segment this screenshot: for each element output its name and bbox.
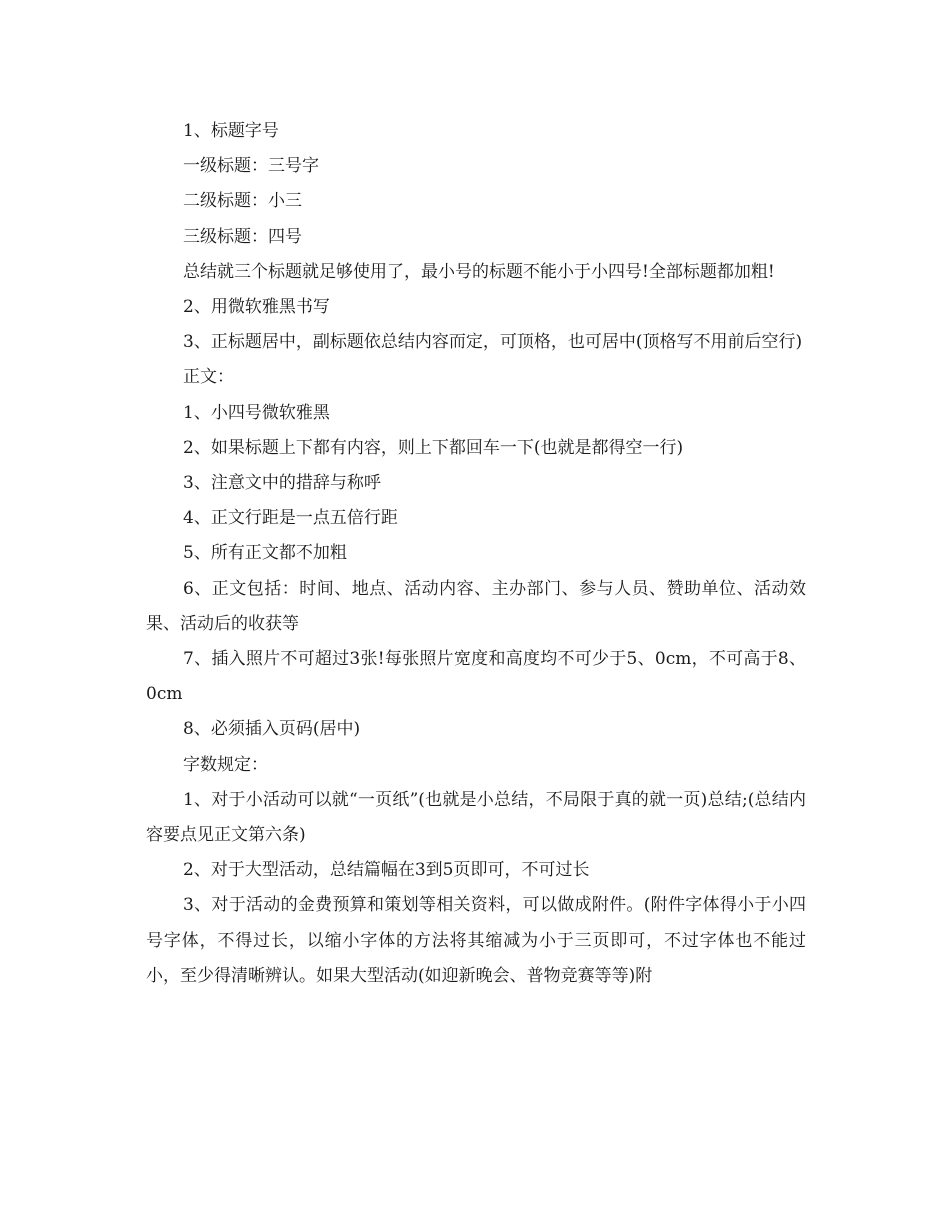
body-rule-2: 2、如果标题上下都有内容，则上下都回车一下(也就是都得空一行) [183,437,684,458]
word-count-rule-2: 2、对于大型活动，总结篇幅在3到5页即可，不可过长 [183,860,590,881]
word-count-section-label: 字数规定： [183,754,268,775]
word-count-rule-1: 1、对于小活动可以就“一页纸”(也就是小总结，不局限于真的就一页)总结;(总结内容要点见正文第六条) [146,789,806,846]
document-page [146,114,806,994]
font-rule: 2、用微软雅黑书写 [183,297,330,318]
body-rule-5: 5、所有正文都不加粗 [183,543,347,564]
body-rule-4: 4、正文行距是一点五倍行距 [183,508,398,529]
word-count-rule-3: 3、对于活动的金费预算和策划等相关资料，可以做成附件。(附件字体得小于小四号字体，不得过长，以缩小字体的方法将其缩减为小于三页即可，不过字体也不能过小，至少得清晰辨认。如果大型活动(如迎新晚会、普物竞赛等等)附 [146,895,806,986]
body-rule-6: 6、正文包括：时间、地点、活动内容、主办部门、参与人员、赞助单位、活动效果、活动后的收获等 [146,578,806,634]
level-two-heading-rule: 二级标题：小三 [183,191,302,212]
level-one-heading-rule: 一级标题：三号字 [183,156,319,177]
body-rule-1: 1、小四号微软雅黑 [183,402,330,423]
body-rule-8: 8、必须插入页码(居中) [183,719,361,740]
title-alignment-rule: 3、正标题居中，副标题依总结内容而定，可顶格，也可居中(顶格写不用前后空行) [183,332,803,353]
body-rule-7: 7、插入照片不可超过3张!每张照片宽度和高度均不可少于5、0cm，不可高于8、0cm [146,649,806,705]
body-rule-3: 3、注意文中的措辞与称呼 [183,473,381,494]
body-section-label: 正文： [183,367,234,388]
heading-usage-note: 总结就三个标题就足够使用了，最小号的标题不能小于小四号!全部标题都加粗! [183,261,775,282]
heading-size-title: 1、标题字号 [183,121,279,141]
level-three-heading-rule: 三级标题：四号 [183,226,302,247]
